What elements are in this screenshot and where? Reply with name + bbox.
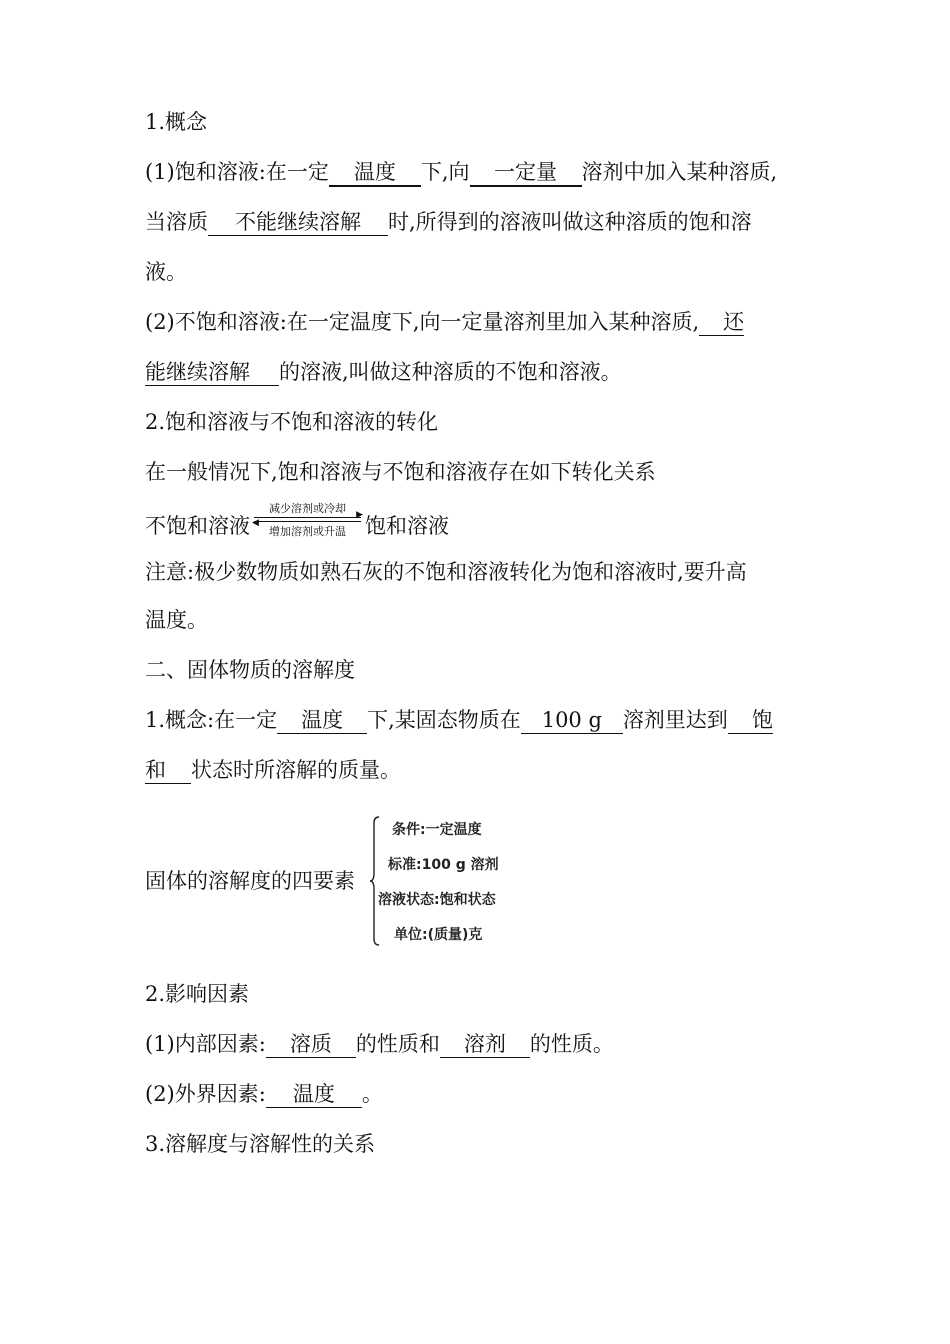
right-arrow-icon: ▶ — [356, 510, 363, 520]
saturated-definition-line2 — [145, 208, 752, 236]
internal-factors — [145, 1030, 614, 1058]
text: 。 — [361, 1082, 383, 1106]
text: 下,某固态物质在 — [367, 708, 521, 732]
brace-icon — [370, 815, 380, 947]
unsaturated-definition-line2 — [145, 358, 622, 386]
fill-blank: 溶质 — [266, 1031, 356, 1058]
forward-arrow — [254, 517, 361, 518]
conversion-intro: 在一般情况下,饱和溶液与不饱和溶液存在如下转化关系 — [145, 460, 656, 484]
four-elements-label: 固体的溶解度的四要素 — [145, 869, 355, 893]
fill-blank: 温度 — [329, 159, 421, 187]
relation-heading: 3.溶解度与溶解性的关系 — [145, 1132, 376, 1156]
text: 下,向 — [420, 160, 470, 184]
unsaturated-definition-line1 — [145, 308, 744, 336]
text: (1)内部因素: — [145, 1032, 266, 1056]
solubility-concept-line1 — [145, 706, 773, 734]
fill-blank: 不能继续溶解 — [208, 209, 388, 236]
note-line1: 注意:极少数物质如熟石灰的不饱和溶液转化为饱和溶液时,要升高 — [145, 560, 747, 584]
saturated-definition-line3: 液。 — [145, 260, 187, 284]
backward-arrow — [254, 521, 361, 522]
fill-blank: 和 — [145, 757, 191, 784]
element-state: 溶液状态:饱和状态 — [378, 892, 496, 908]
fill-blank: 温度 — [277, 707, 367, 734]
element-condition: 条件:一定温度 — [392, 822, 482, 838]
conversion-forward-condition: 减少溶剂或冷却 — [269, 502, 346, 515]
solubility-concept-line2 — [145, 756, 401, 784]
text: 时,所得到的溶液叫做这种溶质的饱和溶 — [388, 210, 752, 234]
conversion-relation — [145, 502, 449, 540]
text: 1.概念:在一定 — [145, 708, 278, 732]
text: (2)不饱和溶液:在一定温度下,向一定量溶剂里加入某种溶质, — [145, 310, 700, 334]
concept-heading: 1.概念 — [145, 110, 208, 134]
fill-blank: 100 g — [521, 707, 623, 734]
text: 的性质和 — [355, 1032, 440, 1056]
fill-blank: 一定量 — [470, 159, 582, 187]
left-arrow-icon: ◀ — [252, 518, 259, 528]
factors-heading: 2.影响因素 — [145, 982, 250, 1006]
text: 的性质。 — [529, 1032, 614, 1056]
text: 的溶液,叫做这种溶质的不饱和溶液。 — [279, 360, 622, 384]
saturated-label: 饱和溶液 — [365, 514, 449, 538]
fill-blank: 还 — [699, 309, 744, 336]
conversion-backward-condition: 增加溶剂或升温 — [269, 525, 346, 538]
solubility-heading: 二、固体物质的溶解度 — [145, 658, 355, 682]
element-unit: 单位:(质量)克 — [394, 927, 483, 943]
fill-blank: 饱 — [728, 707, 773, 734]
fill-blank: 温度 — [266, 1081, 362, 1108]
text: 溶剂里达到 — [622, 708, 728, 732]
fill-blank: 能继续溶解 — [145, 359, 279, 386]
conversion-heading: 2.饱和溶液与不饱和溶液的转化 — [145, 410, 439, 434]
text: (1)饱和溶液:在一定 — [145, 160, 329, 184]
conversion-arrows — [250, 502, 365, 540]
text: 当溶质 — [145, 210, 208, 234]
unsaturated-label: 不饱和溶液 — [145, 514, 250, 538]
fill-blank: 溶剂 — [440, 1031, 530, 1058]
text: 溶剂中加入某种溶质, — [581, 160, 778, 184]
text: 状态时所溶解的质量。 — [191, 758, 401, 782]
note-line2: 温度。 — [145, 608, 208, 632]
external-factors — [145, 1080, 383, 1108]
saturated-definition-line1 — [145, 158, 777, 187]
text: (2)外界因素: — [145, 1082, 266, 1106]
element-standard: 标准:100 g 溶剂 — [388, 857, 499, 873]
four-elements-list — [370, 815, 540, 947]
